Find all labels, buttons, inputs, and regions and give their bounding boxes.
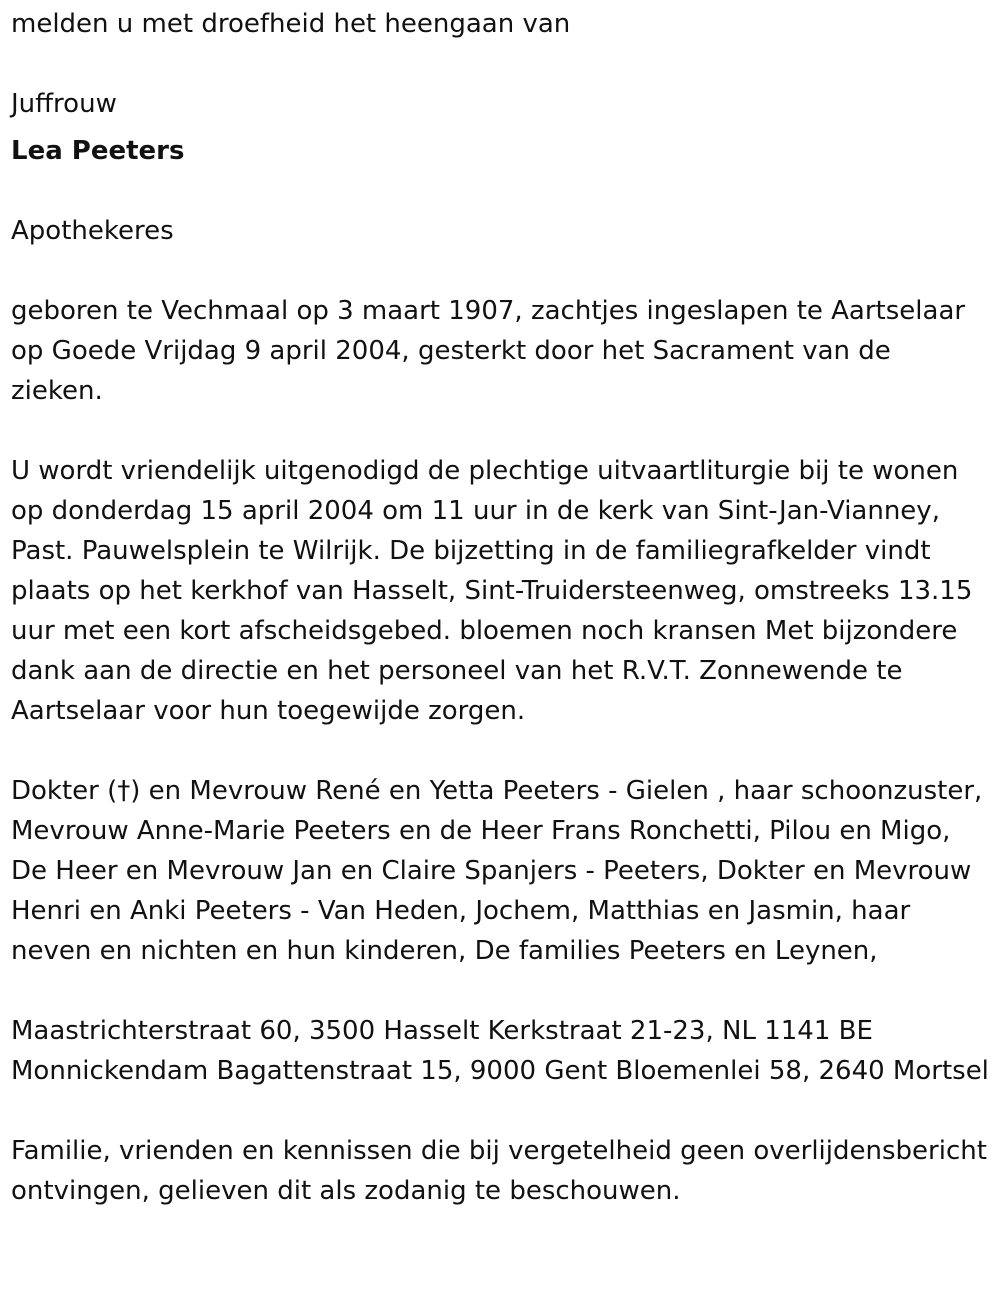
addresses-paragraph: Maastrichterstraat 60, 3500 Hasselt Kerkstraat 21-23, NL 1141 BE Monnickendam Bagattenstraat 15, 9000 Gent Bloemenlei 58, 2640 Mortsel bbox=[11, 1016, 989, 1086]
spacer bbox=[11, 171, 989, 211]
spacer bbox=[11, 411, 989, 451]
spacer bbox=[11, 971, 989, 1011]
title-prefix: Juffrouw bbox=[11, 89, 117, 119]
intro-text: melden u met droefheid het heengaan van bbox=[11, 9, 571, 39]
spacer bbox=[11, 44, 989, 84]
funeral-paragraph: U wordt vriendelijk uitgenodigd de plechtige uitvaartliturgie bij te wonen op donderdag 15 april 2004 om 11 uur in de kerk van Sint-Jan-Vianney, Past. Pauwelsplein te Wilrijk. De bijzetting in de familiegrafkelder vindt plaats op het kerkhof van Hasselt, Sint-Truidersteenweg, omstreeks 13.15 uur met een kort afscheidsgebed. bloemen noch kransen Met bijzondere dank aan de directie en het personeel van het R.V.T. Zonnewende te Aartselaar voor hun toegewijde zorgen. bbox=[11, 456, 973, 726]
deceased-name: Lea Peeters bbox=[11, 136, 185, 166]
spacer bbox=[11, 251, 989, 291]
spacer bbox=[11, 731, 989, 771]
profession: Apothekeres bbox=[11, 216, 174, 246]
birth-death-paragraph: geboren te Vechmaal op 3 maart 1907, zachtjes ingeslapen te Aartselaar op Goede Vrijdag 9 april 2004, gesterkt door het Sacrament van de zieken. bbox=[11, 296, 966, 406]
spacer bbox=[11, 1091, 989, 1131]
family-paragraph: Dokter (†) en Mevrouw René en Yetta Peeters - Gielen , haar schoonzuster, Mevrouw Anne-Marie Peeters en de Heer Frans Ronchetti, Pilou en Migo, De Heer en Mevrouw Jan en Claire Spanjers - Peeters, Dokter en Mevrouw Henri en Anki Peeters - Van Heden, Jochem, Matthias en Jasmin, haar neven en nichten en hun kinderen, De families Peeters en Leynen, bbox=[11, 776, 983, 966]
closing-paragraph: Familie, vrienden en kennissen die bij vergetelheid geen overlijdensbericht ontvingen, gelieven dit als zodanig te beschouwen. bbox=[11, 1136, 987, 1206]
